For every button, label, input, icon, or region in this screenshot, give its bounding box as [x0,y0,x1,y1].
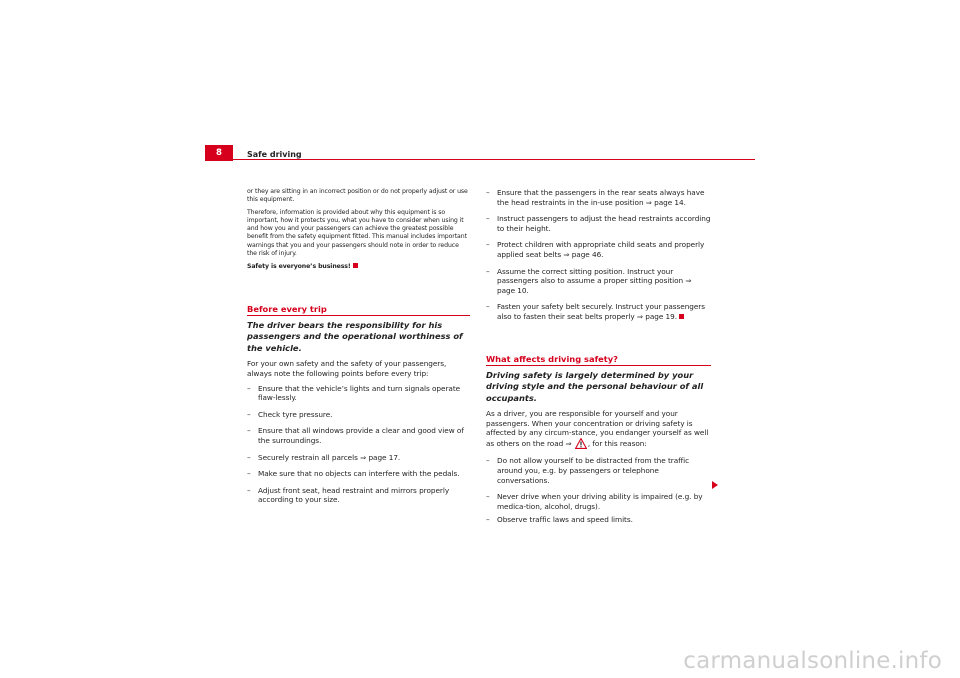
section-heading-driving-safety: What affects driving safety? [486,354,711,366]
list-item: – Never drive when your driving ability is impaired (e.g. by medica-tion, alcohol, drugs). [486,492,711,511]
intro-paragraph-2: Therefore, information is provided about why this equipment is so important, how it protects you, what you have to consider when using it and how you and your passengers can achieve the greatest possible benefit from the safety equipment fitted. This manual includes important warnings that you and your passengers should note in order to reduce the risk of injury. [247,209,467,257]
list-item-text: Fasten your safety belt securely. Instruct your passengers also to fasten their seat belts properly ⇒ page 19. [497,302,706,321]
list-item: – Assume the correct sitting position. Instruct your passengers also to assume a proper sitting position ⇒ page 10. [486,267,711,296]
intro-paragraph-1: or they are sitting in an incorrect position or do not properly adjust or use this equipment. [247,188,468,204]
list-item: – Ensure that the passengers in the rear seats always have the head restraints in the in-use position ⇒ page 14. [486,188,711,207]
list-item: – Ensure that the vehicle’s lights and turn signals operate flaw-lessly. [247,384,470,403]
continue-arrow-icon [712,481,718,489]
checklist-continued [486,188,711,322]
intro-paragraph-3-text: Safety is everyone’s business! [247,262,351,270]
list-item: – Securely restrain all parcels ⇒ page 17. [247,453,470,463]
header-rule [205,159,755,160]
paragraph-text-after: , for this reason: [587,438,647,448]
paragraph-text-before: As a driver, you are responsible for yourself and your passengers. When your concentration or driving safety is affected by any circum-stance, you endanger yourself as well as others on the road ⇒ [486,409,709,448]
end-of-section-square-icon [353,263,358,268]
intro-paragraph-3 [247,263,470,271]
list-item: – Adjust front seat, head restraint and mirrors properly according to your size. [247,486,470,505]
right-column [486,188,711,532]
page-header-title: Safe driving [247,150,302,159]
checklist-before-trip [247,384,470,505]
list-item: – Ensure that all windows provide a clear and good view of the surroundings. [247,426,470,445]
left-column [247,188,470,512]
warning-triangle-icon [575,438,587,452]
end-of-section-square-icon [679,314,684,319]
list-item: – Make sure that no objects can interfere with the pedals. [247,469,470,479]
list-item: – Instruct passengers to adjust the head restraints according to their height. [486,214,711,233]
list-item-last [486,302,711,321]
page-number: 8 [216,148,222,158]
watermark: carmanualsonline.info [683,648,942,674]
section-intro-before-every-trip: The driver bears the responsibility for his passengers and the operational worthiness of the vehicle. [247,319,463,353]
section-heading-before-every-trip: Before every trip [247,304,470,316]
list-item: – Check tyre pressure. [247,410,470,420]
driving-safety-list [486,456,711,525]
list-item: – Protect children with appropriate child seats and properly applied seat belts ⇒ page 46. [486,240,711,259]
driving-safety-paragraph [486,409,711,451]
list-item: – Observe traffic laws and speed limits. [486,515,711,525]
section-intro-driving-safety: Driving safety is largely determined by your driving style and the personal behaviour of all occupants. [486,369,704,403]
body-lead: For your own safety and the safety of your passengers, always note the following points before every trip: [247,359,447,378]
list-item: – Do not allow yourself to be distracted from the traffic around you, e.g. by passengers or telephone conversations. [486,456,711,485]
